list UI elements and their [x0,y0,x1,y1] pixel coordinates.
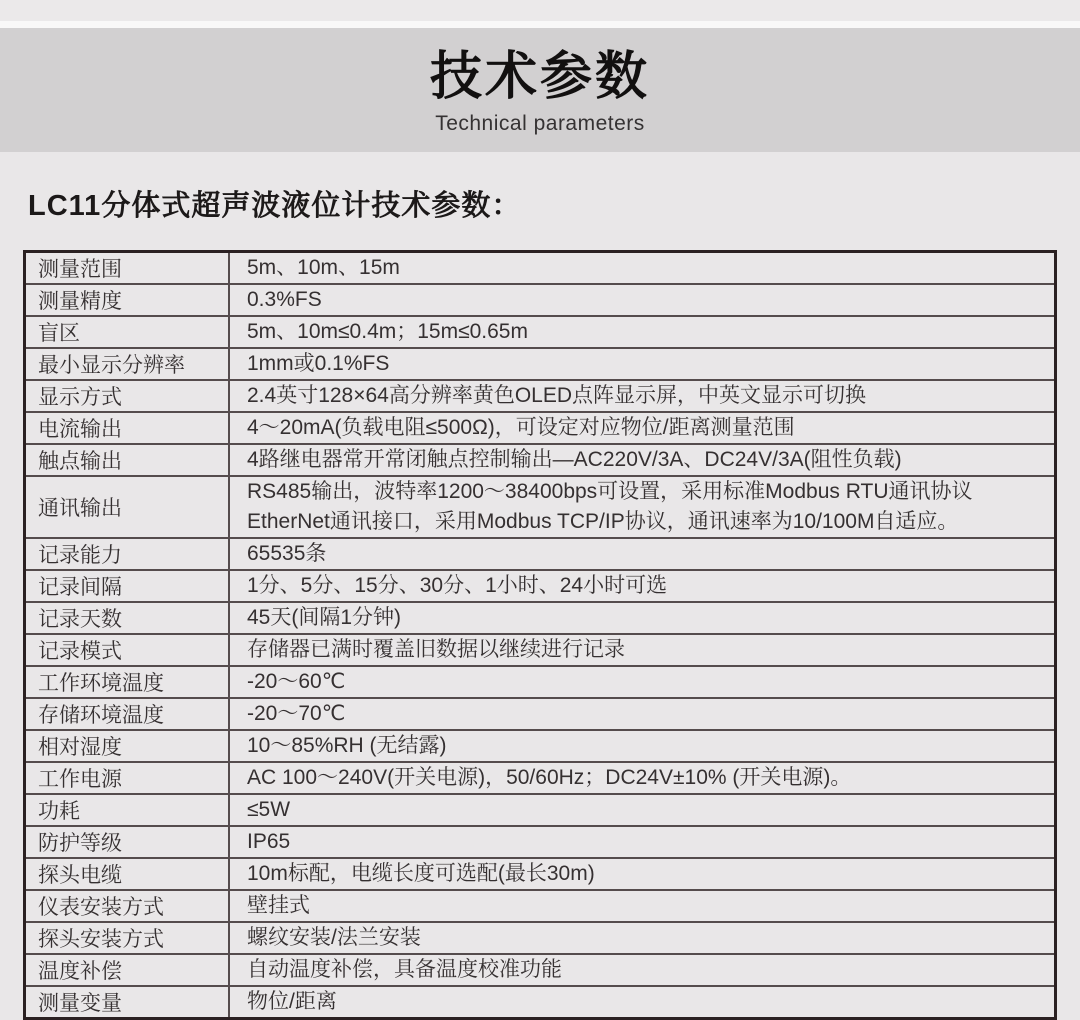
spec-table [23,250,1057,1020]
section-heading: LC11分体式超声波液位计技术参数： [28,190,522,222]
table-row [25,954,1056,986]
spec-value [229,538,1056,570]
spec-value [229,316,1056,348]
spec-value [229,698,1056,730]
spec-value [229,986,1056,1019]
spec-value-line: -20～70℃ [247,702,346,725]
spec-label: 探头电缆 [25,858,230,890]
spec-value [229,284,1056,316]
spec-label: 记录模式 [25,634,230,666]
spec-value [229,634,1056,666]
table-row [25,794,1056,826]
spec-value [229,954,1056,986]
spec-value [229,380,1056,412]
spec-label: 工作环境温度 [25,666,230,698]
table-row [25,348,1056,380]
spec-value [229,412,1056,444]
spec-value-line: 5m、10m≤0.4m；15m≤0.65m [247,320,528,343]
table-row [25,922,1056,954]
spec-value-line: 1mm或0.1%FS [247,352,390,375]
spec-value [229,762,1056,794]
spec-table-body [25,252,1056,1019]
spec-value-line: 1分、5分、15分、30分、1小时、24小时可选 [247,574,668,597]
table-row [25,762,1056,794]
spec-label: 测量范围 [25,252,230,285]
spec-value-line: 2.4英寸128×64高分辨率黄色OLED点阵显示屏，中英文显示可切换 [247,384,867,407]
spec-value-line: IP65 [247,830,291,853]
table-row [25,634,1056,666]
spec-value-line: 10～85%RH (无结露) [247,734,447,757]
spec-value-line: 4路继电器常开常闭触点控制输出—AC220V/3A、DC24V/3A(阻性负载) [247,448,902,471]
table-row [25,412,1056,444]
spec-label: 相对湿度 [25,730,230,762]
spec-value [229,922,1056,954]
table-row [25,666,1056,698]
spec-label: 存储环境温度 [25,698,230,730]
table-row [25,826,1056,858]
table-row [25,602,1056,634]
spec-label: 工作电源 [25,762,230,794]
spec-value-line: 存储器已满时覆盖旧数据以继续进行记录 [247,638,625,661]
table-row [25,252,1056,285]
spec-label: 防护等级 [25,826,230,858]
table-row [25,570,1056,602]
spec-label: 盲区 [25,316,230,348]
spec-value-line: 4～20mA(负载电阻≤500Ω)，可设定对应物位/距离测量范围 [247,416,795,439]
spec-value-line: 5m、10m、15m [247,256,400,279]
spec-value-line: AC 100～240V(开关电源)，50/60Hz；DC24V±10% (开关电源)。 [247,766,852,789]
spec-label: 最小显示分辨率 [25,348,230,380]
spec-label: 记录间隔 [25,570,230,602]
spec-value-line: 物位/距离 [247,990,337,1013]
table-row [25,316,1056,348]
spec-label: 探头安装方式 [25,922,230,954]
spec-value-line: 0.3%FS [247,288,322,311]
page-subtitle: Technical parameters [435,111,645,135]
top-strip [0,0,1080,21]
spec-label: 测量变量 [25,986,230,1019]
white-divider-strip [0,21,1080,28]
spec-value [229,252,1056,285]
spec-value-line: 65535条 [247,542,327,565]
table-row [25,476,1056,538]
spec-value-line: ≤5W [247,798,291,821]
page-title: 技术参数 [429,47,650,106]
spec-value-line: 10m标配，电缆长度可选配(最长30m) [247,862,595,885]
header-band [0,28,1080,152]
table-row [25,890,1056,922]
spec-value [229,730,1056,762]
spec-value [229,570,1056,602]
spec-value-line: 壁挂式 [247,894,310,917]
spec-value [229,476,1056,538]
spec-label: 记录能力 [25,538,230,570]
table-row [25,730,1056,762]
spec-value [229,890,1056,922]
spec-value-line: 螺纹安装/法兰安装 [247,926,421,949]
spec-value-line: EtherNet通讯接口，采用Modbus TCP/IP协议，通讯速率为10/100M自适应。 [247,510,959,533]
table-row [25,698,1056,730]
spec-value [229,826,1056,858]
spec-label: 显示方式 [25,380,230,412]
spec-label: 通讯输出 [25,476,230,538]
spec-value [229,794,1056,826]
spec-value-line: -20～60℃ [247,670,346,693]
spec-value-line: 45天(间隔1分钟) [247,606,402,629]
table-row [25,986,1056,1019]
spec-label: 记录天数 [25,602,230,634]
spec-value-line: RS485输出，波特率1200～38400bps可设置，采用标准Modbus RTU通讯协议 [247,480,973,503]
spec-value [229,602,1056,634]
table-row [25,444,1056,476]
spec-value [229,444,1056,476]
table-row [25,538,1056,570]
spec-label: 仪表安装方式 [25,890,230,922]
table-row [25,858,1056,890]
table-row [25,284,1056,316]
spec-value-line: 自动温度补偿，具备温度校准功能 [247,958,562,981]
spec-value [229,858,1056,890]
table-row [25,380,1056,412]
spec-label: 功耗 [25,794,230,826]
spec-label: 测量精度 [25,284,230,316]
spec-value [229,348,1056,380]
spec-label: 电流输出 [25,412,230,444]
spec-label: 温度补偿 [25,954,230,986]
spec-label: 触点输出 [25,444,230,476]
spec-table-wrap [23,250,1057,1020]
spec-value [229,666,1056,698]
